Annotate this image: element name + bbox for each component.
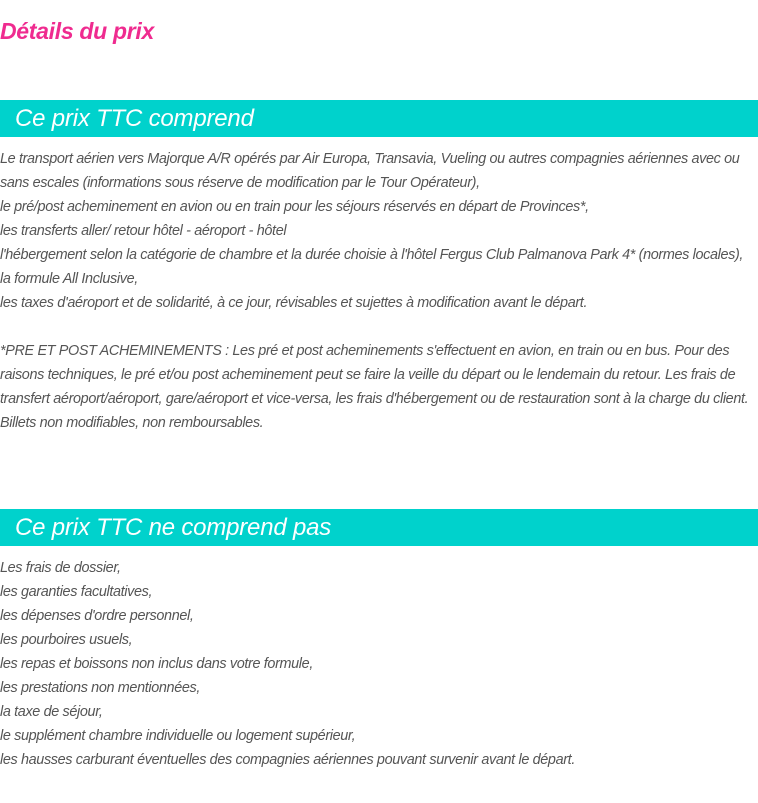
excluded-heading: Ce prix TTC ne comprend pas [15, 514, 332, 541]
included-item: la formule All Inclusive, [0, 271, 138, 287]
excluded-list [0, 556, 758, 772]
excluded-item: la taxe de séjour, [0, 704, 103, 720]
excluded-item: les repas et boissons non inclus dans votre formule, [0, 656, 313, 672]
included-item: Le transport aérien vers Majorque A/R opérés par Air Europa, Transavia, Vueling ou autres compagnies aériennes avec ou sans escales (informations sous réserve de modification par le Tour Opérateur), [0, 151, 740, 191]
included-item: les transferts aller/ retour hôtel - aéroport - hôtel [0, 223, 287, 239]
page-title: Détails du prix [0, 18, 154, 44]
included-item: le pré/post acheminement en avion ou en train pour les séjours réservés en départ de Provinces*, [0, 199, 589, 215]
excluded-heading-band [0, 509, 758, 546]
included-heading-band [0, 100, 758, 137]
acheminement-note: *PRE ET POST ACHEMINEMENTS : Les pré et post acheminements s'effectuent en avion, en train ou en bus. Pour des raisons techniques, le pré et/ou post acheminement peut se faire la veille du départ ou le lendemain du retour. Les frais de transfert aéroport/aéroport, gare/aéroport et vice-versa, les frais d'hébergement ou de restauration sont à la charge du client. Billets non modifiables, non remboursables. [0, 343, 749, 431]
included-heading: Ce prix TTC comprend [15, 105, 254, 132]
excluded-item: les prestations non mentionnées, [0, 680, 200, 696]
excluded-item: les hausses carburant éventuelles des compagnies aériennes pouvant survenir avant le départ. [0, 752, 575, 768]
excluded-item: les dépenses d'ordre personnel, [0, 608, 194, 624]
included-list [0, 147, 758, 435]
included-item: les taxes d'aéroport et de solidarité, à ce jour, révisables et sujettes à modification avant le départ. [0, 295, 588, 311]
spacer [0, 315, 758, 339]
included-item: l'hébergement selon la catégorie de chambre et la durée choisie à l'hôtel Fergus Club Palmanova Park 4* (normes locales), [0, 247, 744, 263]
excluded-item: Les frais de dossier, [0, 560, 121, 576]
excluded-item: le supplément chambre individuelle ou logement supérieur, [0, 728, 356, 744]
excluded-item: les garanties facultatives, [0, 584, 153, 600]
excluded-item: les pourboires usuels, [0, 632, 133, 648]
